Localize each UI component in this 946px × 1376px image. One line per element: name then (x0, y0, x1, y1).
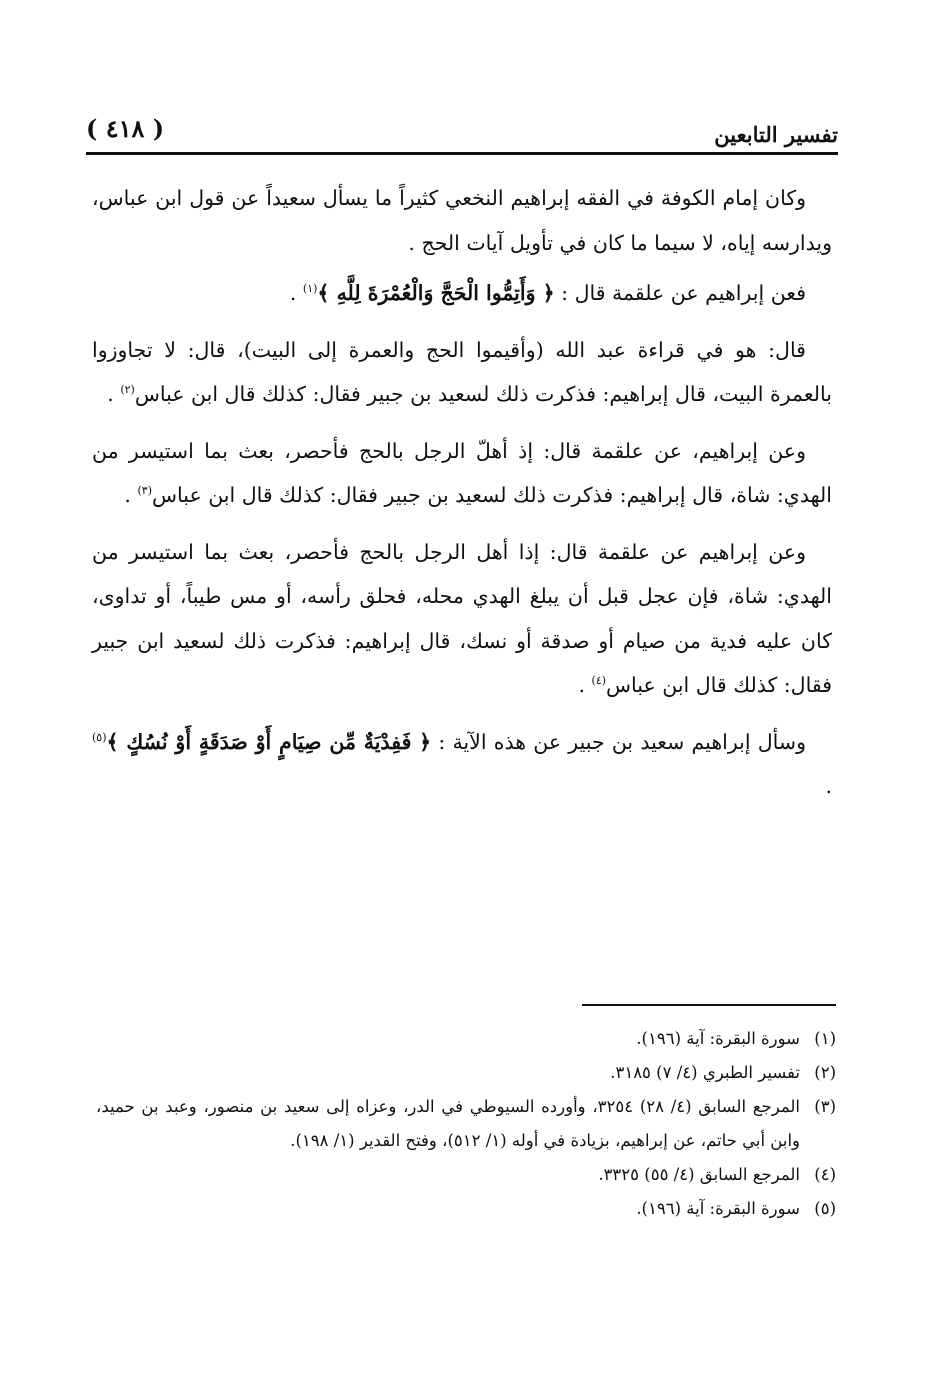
page-number: ( ٤١٨ ) (86, 114, 165, 143)
paragraph (92, 271, 832, 316)
footnote-number: (٤) (814, 1165, 836, 1184)
footnote-ref[interactable]: (٤) (591, 674, 607, 688)
paragraph-text: وسأل إبراهيم سعيد بن جبير عن هذه الآية : (431, 729, 806, 754)
footnote-number: (٢) (814, 1063, 836, 1082)
paragraph (92, 720, 832, 809)
footnotes (96, 1022, 836, 1226)
paragraph (92, 429, 832, 518)
footnote-text: سورة البقرة: آية (١٩٦). (636, 1029, 800, 1048)
main-text (92, 176, 832, 821)
footnote-text: تفسير الطبري (٤/ ٧) ٣١٨٥. (610, 1063, 800, 1082)
quran-verse: ﴿ وَأَتِمُّوا الْحَجَّ وَالْعُمْرَةَ لِلَّهِ ﴾ (317, 281, 555, 305)
footnote-ref[interactable]: (١) (302, 282, 318, 296)
paragraph-text: وكان إمام الكوفة في الفقه إبراهيم النخعي كثيراً ما يسأل سعيداً عن قول ابن عباس، ويدارسه إياه، لا سيما ما كان في تأويل آيات الحج . (92, 186, 832, 255)
footnote (96, 1192, 836, 1226)
footnote-ref[interactable]: (٣) (137, 484, 152, 498)
paragraph-text: وعن إبراهيم عن علقمة قال: إذا أهل الرجل بالحج فأحصر، بعث بما استيسر من الهدي: شاة، فإن عجل قبل أن يبلغ الهدي محله، فحلق رأسه، أو مس طيباً، أو تداوى، كان عليه فدية من صيام أو صدقة أو نسك، قال إبراهيم: فذكرت ذلك لسعيد ابن جبير فقال: كذلك قال ابن عباس (92, 539, 832, 697)
paragraph (92, 328, 832, 417)
footnote-text: المرجع السابق (٤/ ٥٥) ٣٣٢٥. (598, 1165, 800, 1184)
paragraph-end: . (107, 382, 121, 406)
paragraph (92, 530, 832, 708)
footnote-ref[interactable]: (٥) (92, 730, 107, 744)
footnote-text: المرجع السابق (٤/ ٢٨) ٣٢٥٤، وأورده السيوطي في الدر، وعزاه إلى سعيد بن منصور، وعبد بن حميد، وابن أبي حاتم، عن إبراهيم، بزيادة في أوله (١/ ٥١٢)، وفتح القدير (١/ ١٩٨). (96, 1097, 800, 1150)
paragraph-text: وعن إبراهيم، عن علقمة قال: إذ أهلّ الرجل بالحج فأحصر، بعث بما استيسر من الهدي: شاة، قال إبراهيم: فذكرت ذلك لسعيد بن جبير فقال: كذلك قال ابن عباس (92, 438, 832, 507)
footnote-number: (٣) (814, 1097, 836, 1116)
footnote-number: (١) (814, 1029, 836, 1048)
paragraph-end: . (124, 483, 138, 507)
footnote (96, 1022, 836, 1056)
header-rule (86, 152, 838, 155)
footnote-number: (٥) (814, 1199, 836, 1218)
footnote-separator (582, 1004, 836, 1006)
paragraph-text: قال: هو في قراءة عبد الله (وأقيموا الحج والعمرة إلى البيت)، قال: لا تجاوزوا بالعمرة البيت، قال إبراهيم: فذكرت ذلك لسعيد بن جبير فقال: كذلك قال ابن عباس (92, 337, 832, 406)
paragraph-end: . (578, 673, 592, 697)
paragraph (92, 176, 832, 265)
quran-verse: ﴿ فَفِدْيَةٌ مِّن صِيَامٍ أَوْ صَدَقَةٍ أَوْ نُسُكٍ ﴾ (106, 729, 432, 754)
paragraph-end: . (825, 774, 832, 798)
running-title: تفسير التابعين (714, 122, 838, 147)
footnote-text: سورة البقرة: آية (١٩٦). (636, 1199, 800, 1218)
page-header (86, 110, 838, 154)
footnote (96, 1090, 836, 1158)
paragraph-text: فعن إبراهيم عن علقمة قال : (554, 281, 806, 305)
footnote-ref[interactable]: (٢) (120, 383, 135, 397)
footnote (96, 1056, 836, 1090)
paragraph-end: . (289, 281, 303, 305)
footnote (96, 1158, 836, 1192)
